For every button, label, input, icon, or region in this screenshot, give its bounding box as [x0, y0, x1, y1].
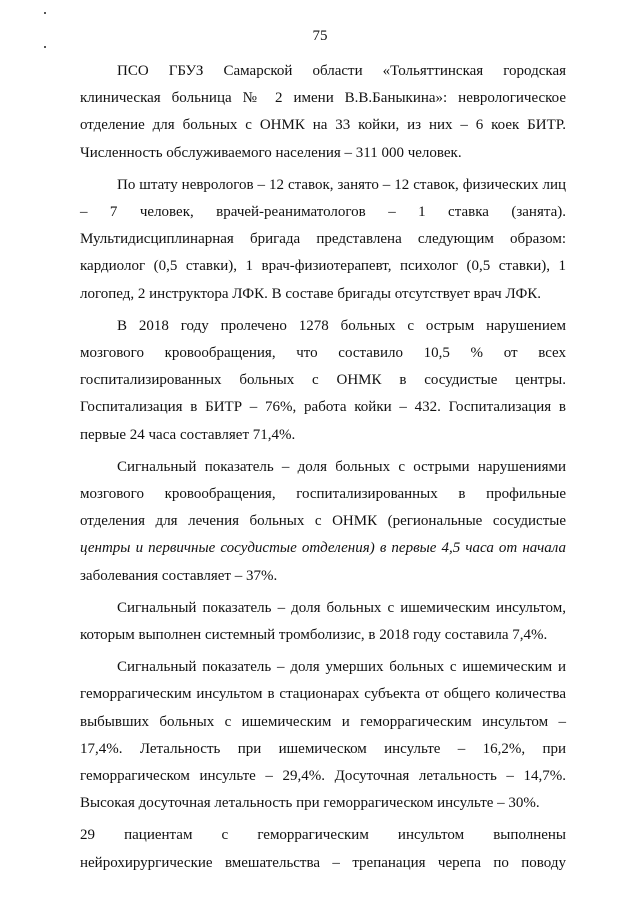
paragraph-2018-treated: В 2018 году пролечено 1278 больных с острым нарушением мозгового кровообращения, что составило 10,5 % от всех госпитализированных больных с ОНМК в сосудистые центры. Госпитализация в БИТР – 76%, работа койки – 432. Госпитализация в первые 24 часа составляет 71,4%.: [80, 317, 566, 443]
signal-text-after: заболевания составляет – 37%.: [80, 567, 278, 584]
paragraph-pso-description: ПСО ГБУЗ Самарской области «Тольяттинская городская клиническая больница № 2 имени В.В.Баныкина»: неврологическое отделение для больных с ОНМК на 33 койки, из них – 6 коек БИТР. Численность обслуживаемого населения – 311 000 человек.: [80, 63, 566, 161]
page-number: 75: [312, 28, 328, 44]
signal-text-middle: в первые 4,5 часа: [374, 540, 499, 557]
paragraph-mortality: Сигнальный показатель – доля умерших больных с ишемическим и геморрагическим инсультом в стационарах субъекта от общего количества выбывших больных с ишемическим и геморрагическим инсультом – 17,4%. Летальность при ишемическом инсульте – 16,2%, при геморрагическом инсульте – 29,4%. Досуточная летальность – 14,7%. Высокая досуточная летальность при геморрагическом инсульте – 30%.: [80, 659, 566, 812]
paragraph-neurosurgery: 29 пациентам с геморрагическим инсультом выполнены нейрохирургические вмешательства – трепанация черепа по поводу: [80, 827, 566, 871]
signal-text-before: Сигнальный показатель – доля больных с острыми нарушениями мозгового кровообращения, госпитализированных в профильные отделения для лечения больных с ОНМК (региональные сосудистые: [80, 458, 566, 530]
scan-mark: [44, 46, 46, 48]
paragraph-staffing: По штату неврологов – 12 ставок, занято – 12 ставок, физических лиц – 7 человек, врачей-реаниматологов – 1 ставка (занята). Мультидисциплинарная бригада представлена следующим образом: кардиолог (0,5 ставки), 1 врач-физиотерапевт, психолог (0,5 ставки), 1 логопед, 2 инструктора ЛФК. В составе бригады отсутствует врач ЛФК.: [80, 176, 566, 302]
paragraph-thrombolysis: Сигнальный показатель – доля больных с ишемическим инсультом, которым выполнен системный тромболизис, в 2018 году составила 7,4%.: [80, 599, 566, 644]
scan-mark: [44, 12, 46, 14]
paragraph-signal-hospitalization: [80, 454, 566, 590]
body-text: [80, 58, 566, 882]
signal-text-italic-onset: от начала: [498, 540, 566, 557]
signal-text-italic-centers: центры и первичные сосудистые отделения): [80, 540, 375, 557]
